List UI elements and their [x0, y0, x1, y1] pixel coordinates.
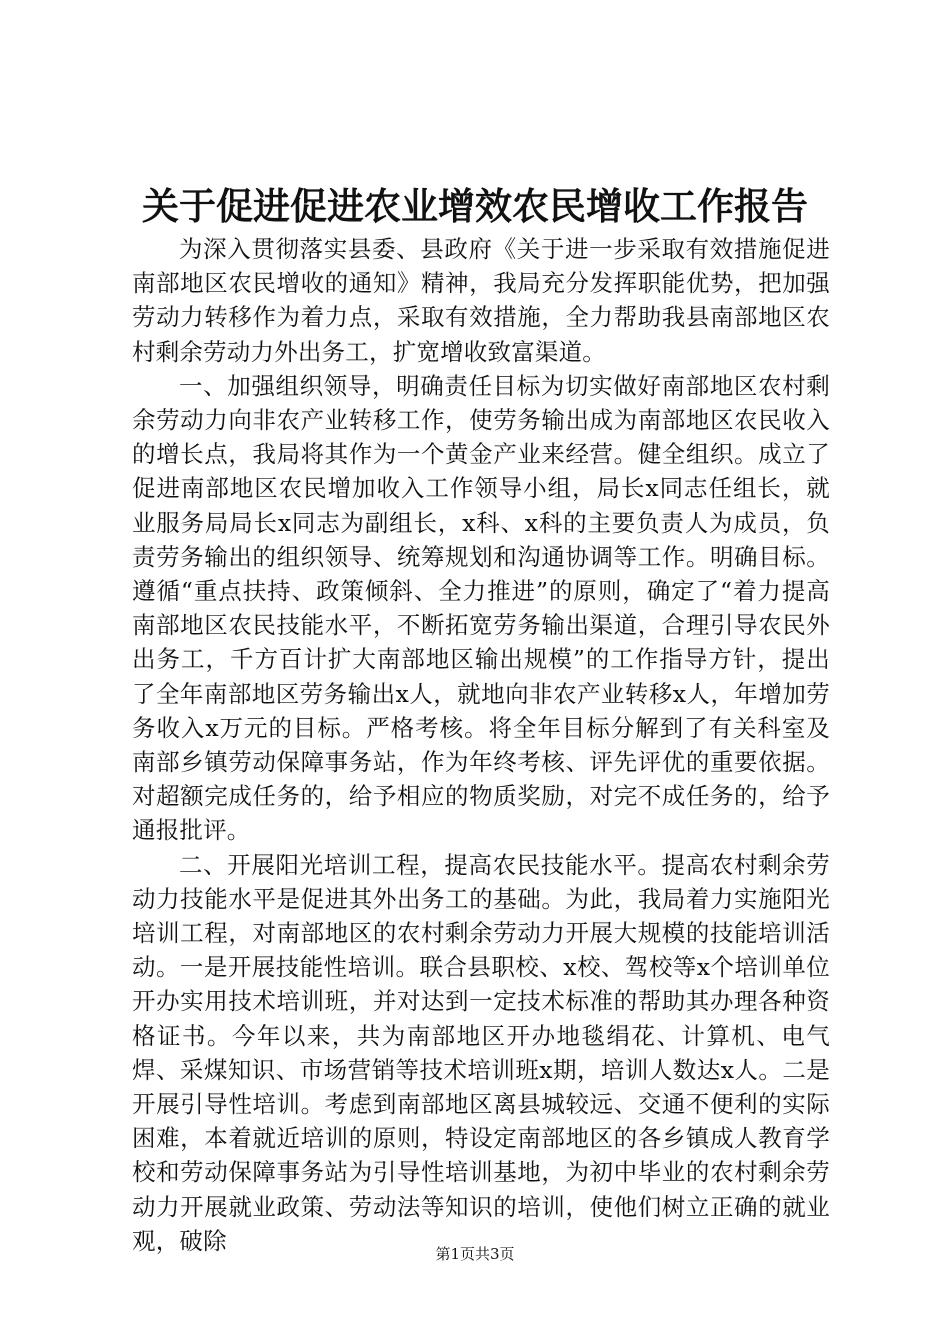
document-title: 关于促进促进农业增效农民增收工作报告 [142, 185, 808, 228]
page-footer [0, 1243, 950, 1265]
paragraph-section-2: 二、开展阳光培训工程，提高农民技能水平。提高农村剩余劳动力技能水平是促进其外出务工的基础。为此，我局着力实施阳光培训工程，对南部地区的农村剩余劳动力开展大规模的技能培训活动。一是开展技能性培训。联合县职校、x校、驾校等x个培训单位开办实用技术培训班，并对达到一定技术标准的帮助其办理各种资格证书。今年以来，共为南部地区开办地毯绢花、计算机、电气焊、采煤知识、市场营销等技术培训班x期，培训人数达x人。二是开展引导性培训。考虑到南部地区离县城较远、交通不便利的实际困难，本着就近培训的原则，特设定南部地区的各乡镇成人教育学校和劳动保障事务站为引导性培训基地，为初中毕业的农村剩余劳动力开展就业政策、劳动法等知识的培训，使他们树立正确的就业观，破除 [132, 850, 830, 1255]
paragraph-section-1: 一、加强组织领导，明确责任目标为切实做好南部地区农村剩余劳动力向非农产业转移工作，使劳务输出成为南部地区农民收入的增长点，我局将其作为一个黄金产业来经营。健全组织。成立了促进南部地区农民增加收入工作领导小组，局长x同志任组长，就业服务局局长x同志为副组长，x科、x科的主要负责人为成员，负责劳务输出的组织领导、统筹规划和沟通协调等工作。明确目标。遵循“重点扶持、政策倾斜、全力推进”的原则，确定了“着力提高南部地区农民技能水平，不断拓宽劳务输出渠道，合理引导农民外出务工，千方百计扩大南部地区输出规模”的工作指导方针，提出了全年南部地区劳务输出x人，就地向非农产业转移x人，年增加劳务收入x万元的目标。严格考核。将全年目标分解到了有关科室及南部乡镇劳动保障事务站，作为年终考核、评先评优的重要依据。对超额完成任务的，给予相应的物质奖励，对完不成任务的，给予通报批评。 [132, 371, 830, 845]
document-body [132, 232, 830, 1258]
paragraph-intro: 为深入贯彻落实县委、县政府《关于进一步采取有效措施促进南部地区农民增收的通知》精神，我局充分发挥职能优势，把加强劳动力转移作为着力点，采取有效措施，全力帮助我县南部地区农村剩余劳动力外出务工，扩宽增收致富渠道。 [132, 235, 830, 366]
page-number: 第1页 [435, 1245, 475, 1263]
page-total: 共3页 [475, 1245, 515, 1263]
